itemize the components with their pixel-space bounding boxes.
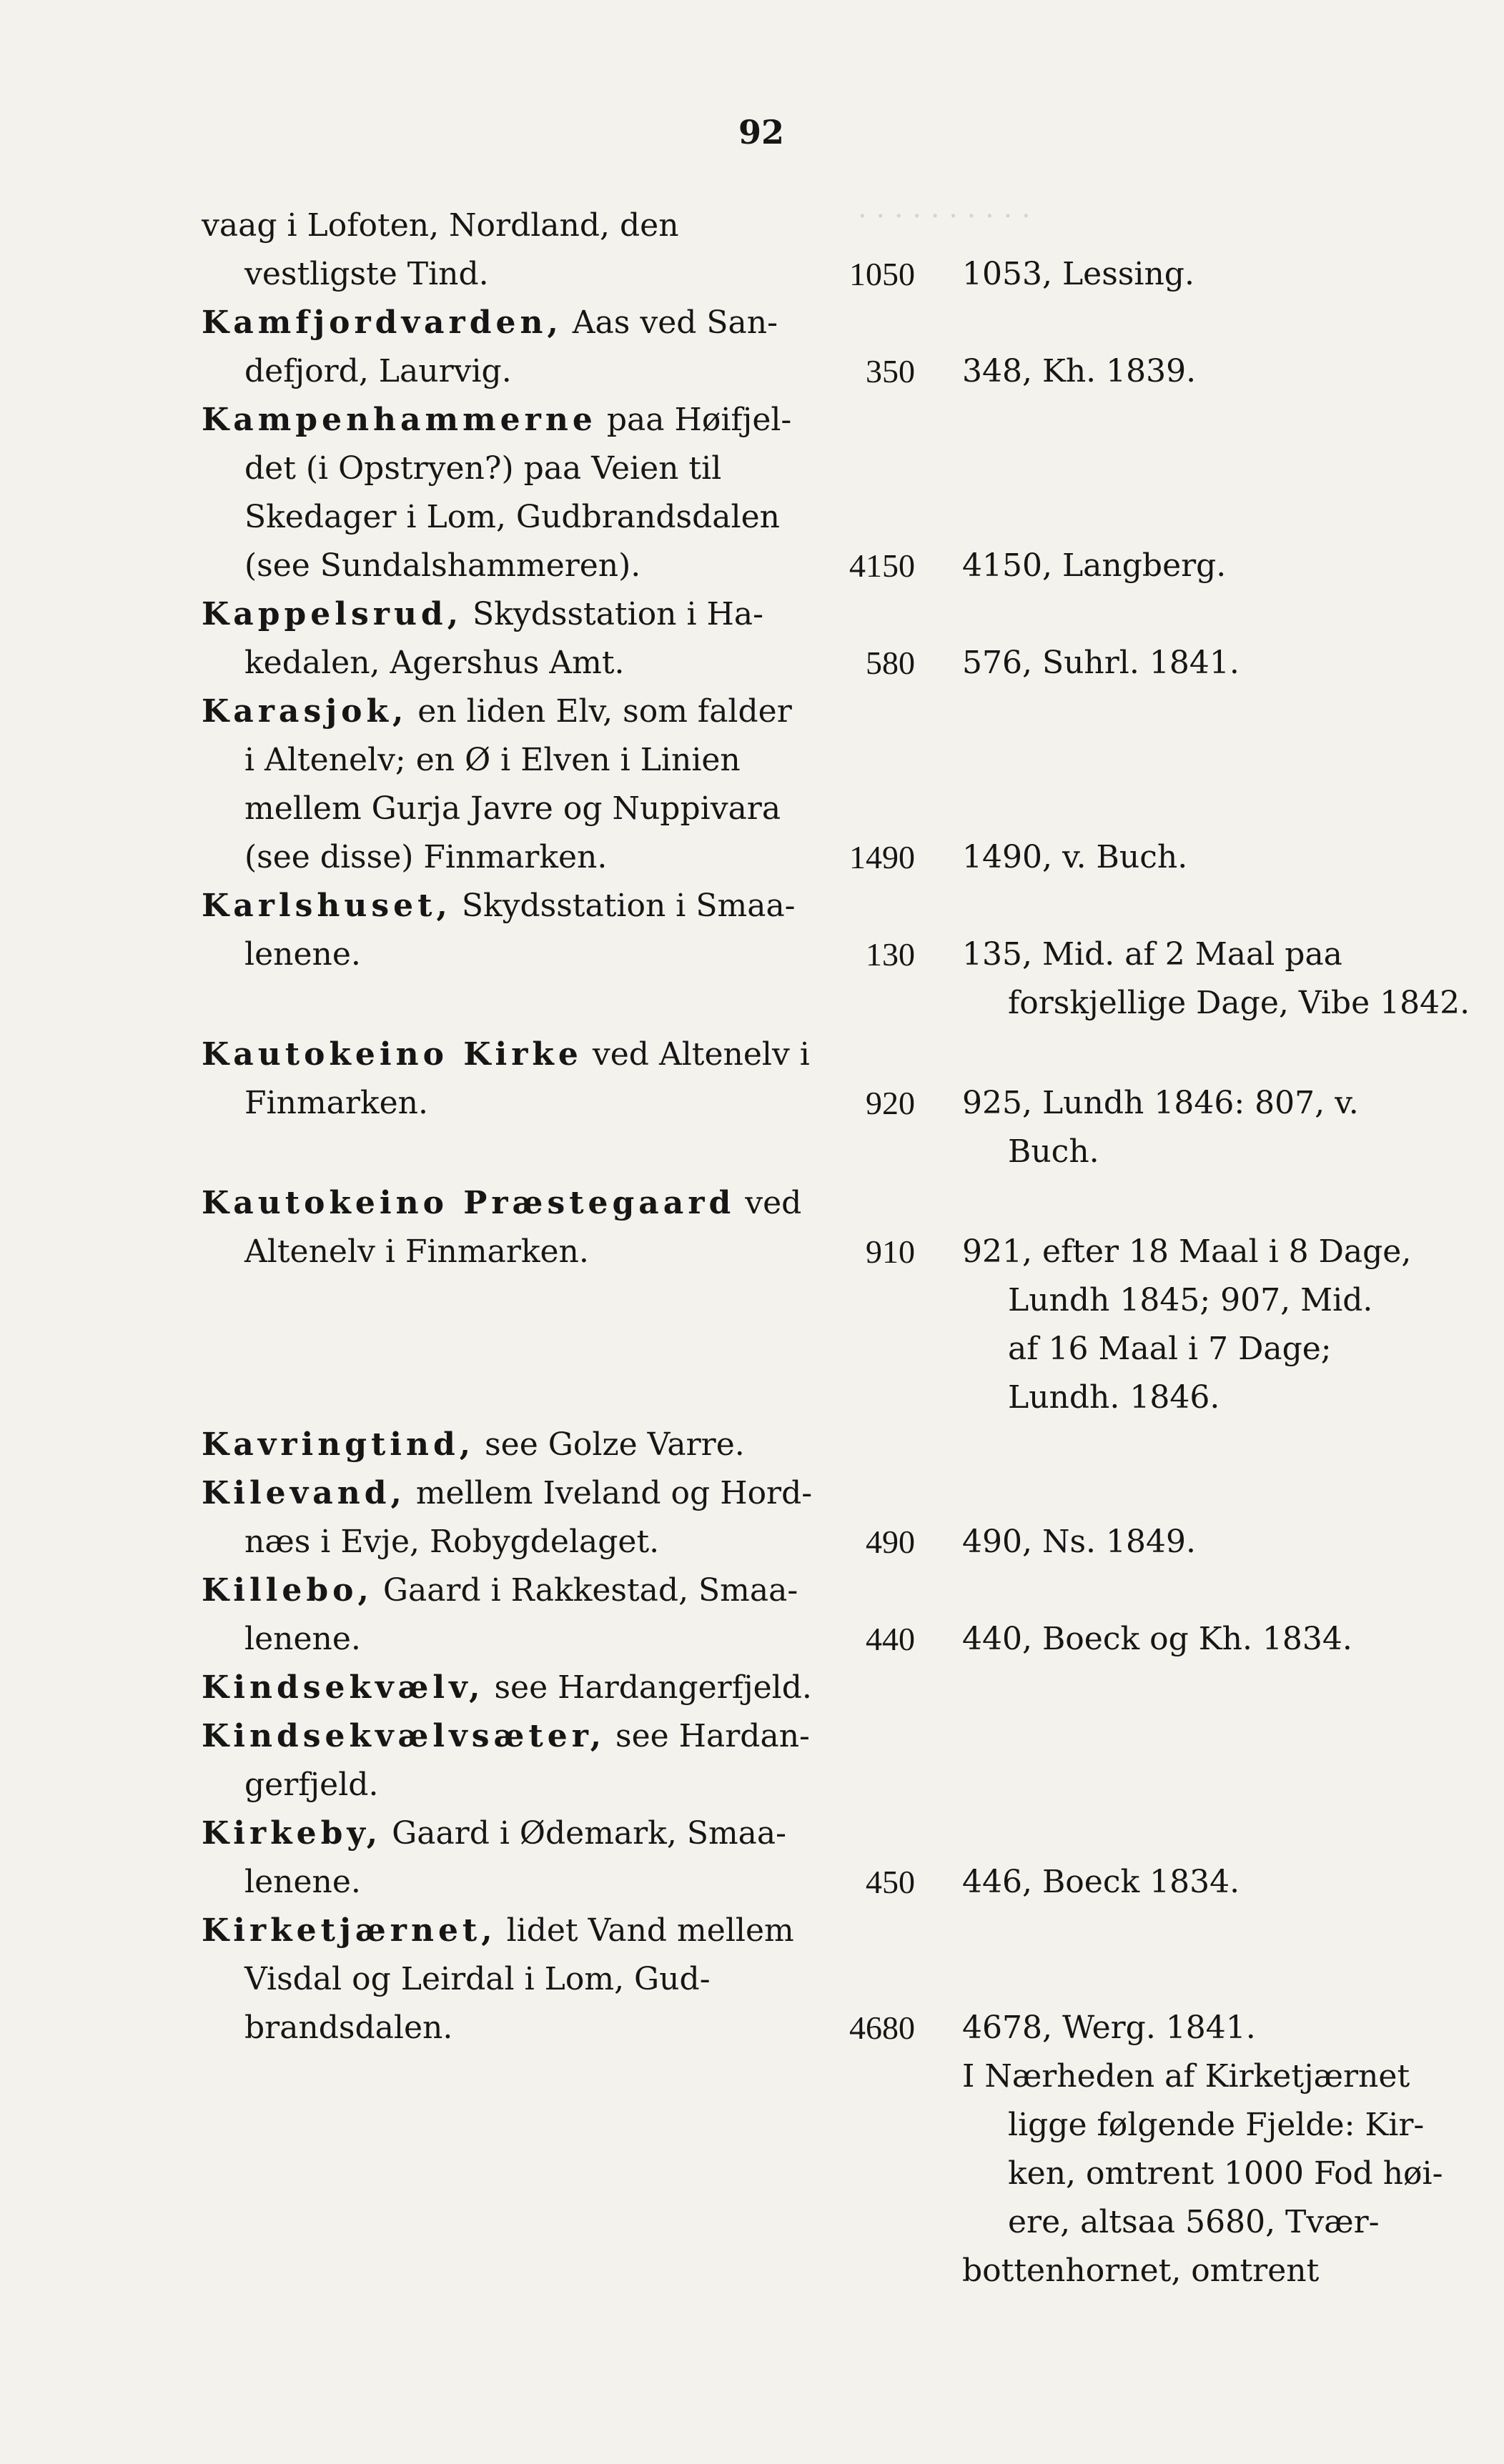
elevation-value: 440 xyxy=(866,1621,915,1657)
entry-headword: Kirkeby, xyxy=(202,1815,382,1852)
place-name: vaag i Lofoten, Nordland, den vestligste Tind. xyxy=(202,207,679,292)
elevation-source: 921, efter 18 Maal i 8 Dage, Lundh 1845; 907, Mid. af 16 Maal i 7 Dage; Lundh. 1846. xyxy=(962,1233,1412,1416)
place-name: Kindsekvælvsæter, see Hardan- gerfjeld. xyxy=(202,1718,810,1803)
elevation-source: 348, Kh. 1839. xyxy=(962,353,1197,389)
elevation-value: 130 xyxy=(866,936,915,973)
place-name: Killebo, Gaard i Rakkestad, Smaa- lenene. xyxy=(202,1572,798,1657)
elevation-value: 1050 xyxy=(849,256,915,292)
elevation-value: 490 xyxy=(866,1524,915,1560)
elevation-source: 446, Boeck 1834. xyxy=(962,1864,1240,1900)
entry-headword: Kirketjærnet, xyxy=(202,1912,497,1949)
place-name: Kirkeby, Gaard i Ødemark, Smaa- lenene. xyxy=(202,1815,787,1900)
entry-headword: Kindsekvælv, xyxy=(202,1669,485,1706)
page-number: 92 xyxy=(738,113,784,151)
place-name: Kindsekvælv, see Hardangerfjeld. xyxy=(202,1669,812,1706)
place-name: Kappelsrud, Skydsstation i Ha- kedalen, Agershus Amt. xyxy=(202,596,764,681)
elevation-source: 4678, Werg. 1841. I Nærheden af Kirketjærnet ligge følgende Fjelde: Kir- ken, omtrent 1000 Fod høi- ere, altsaa 5680, Tvær- bottenhornet, omtrent xyxy=(962,2010,1443,2289)
elevation-value: 580 xyxy=(866,645,915,681)
place-name: Kampenhammerne paa Høifjel- det (i Opstryen?) paa Veien til Skedager i Lom, Gudbrandsdalen (see Sundalshammeren). xyxy=(202,402,792,584)
elevation-source: 135, Mid. af 2 Maal paa forskjellige Dage, Vibe 1842. xyxy=(962,936,1470,1021)
elevation-source: 4150, Langberg. xyxy=(962,547,1227,584)
entry-headword: Kavringtind, xyxy=(202,1426,475,1463)
entry-headword: Kautokeino Præstegaard xyxy=(202,1185,736,1221)
entry-headword: Kampenhammerne xyxy=(202,402,597,438)
elevation-source: 440, Boeck og Kh. 1834. xyxy=(962,1621,1352,1657)
elevation-source: 490, Ns. 1849. xyxy=(962,1524,1196,1560)
place-name: Kavringtind, see Golze Varre. xyxy=(202,1426,745,1463)
entry-headword: Kappelsrud, xyxy=(202,596,463,632)
place-name: Kirketjærnet, lidet Vand mellem Visdal og Leirdal i Lom, Gud- brandsdalen. xyxy=(202,1912,794,2046)
elevation-value: 4680 xyxy=(849,2010,915,2046)
entry-headword: Karasjok, xyxy=(202,693,408,730)
place-name: Kautokeino Kirke ved Altenelv i Finmarken. xyxy=(202,1036,810,1121)
place-name: Kamfjordvarden, Aas ved San- defjord, Laurvig. xyxy=(202,304,778,389)
elevation-source: 1490, v. Buch. xyxy=(962,839,1188,875)
bleed-through-text: · · · · · · · · · · xyxy=(858,200,1031,233)
elevation-source: 1053, Lessing. xyxy=(962,256,1194,292)
elevation-value: 450 xyxy=(866,1864,915,1900)
elevation-source: 576, Suhrl. 1841. xyxy=(962,645,1240,681)
elevation-value: 350 xyxy=(866,353,915,389)
place-name: Karasjok, en liden Elv, som falder i Altenelv; en Ø i Elven i Linien mellem Gurja Javre og Nuppivara (see disse) Finmarken. xyxy=(202,693,792,875)
entry-headword: Kilevand, xyxy=(202,1475,406,1511)
place-name: Kilevand, mellem Iveland og Hord- næs i Evje, Robygdelaget. xyxy=(202,1475,813,1560)
entry-headword: Kindsekvælvsæter, xyxy=(202,1718,606,1754)
entry-headword: Kamfjordvarden, xyxy=(202,304,563,341)
entry-headword: Killebo, xyxy=(202,1572,373,1609)
elevation-value: 910 xyxy=(866,1233,915,1270)
elevation-value: 920 xyxy=(866,1085,915,1121)
entry-headword: Kautokeino Kirke xyxy=(202,1036,583,1073)
place-name: Kautokeino Præstegaard ved Altenelv i Finmarken. xyxy=(202,1185,802,1270)
place-name: Karlshuset, Skydsstation i Smaa- lenene. xyxy=(202,888,796,973)
entry-headword: Karlshuset, xyxy=(202,888,452,924)
elevation-source: 925, Lundh 1846: 807, v. Buch. xyxy=(962,1085,1359,1170)
elevation-value: 4150 xyxy=(849,547,915,584)
elevation-value: 1490 xyxy=(849,839,915,875)
